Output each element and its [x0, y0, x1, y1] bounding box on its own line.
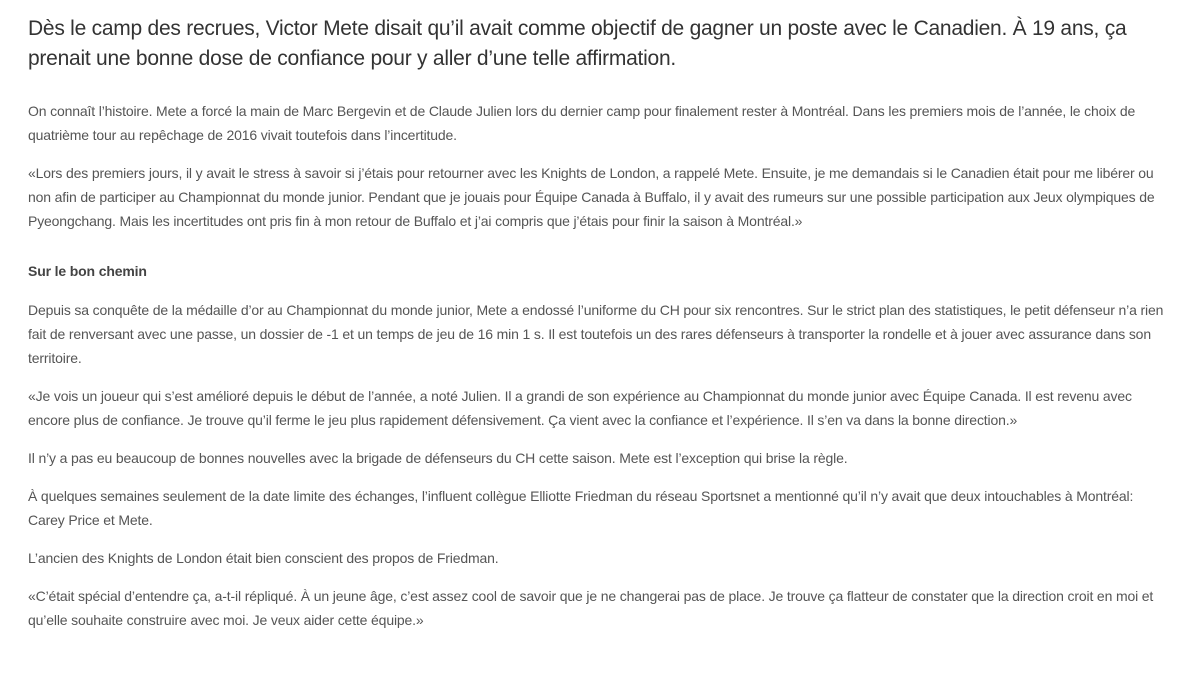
paragraph: L’ancien des Knights de London était bien conscient des propos de Friedman. — [28, 550, 499, 566]
section-subheading: Sur le bon chemin — [28, 263, 147, 279]
paragraph-quote: «C’était spécial d’entendre ça, a-t-il répliqué. À un jeune âge, c’est assez cool de savoir que je ne changerai pas de place. Je trouve ça flatteur de constater que la direction croit en moi et qu’elle souhaite construire avec moi. Je veux aider cette équipe.» — [28, 588, 1154, 628]
paragraph: On connaît l’histoire. Mete a forcé la main de Marc Bergevin et de Claude Julien lors du dernier camp pour finalement rester à Montréal. Dans les premiers mois de l’année, le choix de quatrième tour au repêchage de 2016 vivait toutefois dans l’incertitude. — [28, 103, 1136, 143]
paragraph: À quelques semaines seulement de la date limite des échanges, l’influent collègue Elliotte Friedman du réseau Sportsnet a mentionné qu’il n’y avait que deux intouchables à Montréal: Carey Price et Mete. — [28, 488, 1134, 528]
paragraph: Depuis sa conquête de la médaille d’or au Championnat du monde junior, Mete a endossé l’uniforme du CH pour six rencontres. Sur le strict plan des statistiques, le petit défenseur n’a rien fait de renversant avec une passe, un dossier de -1 et un temps de jeu de 16 min 1 s. Il est toutefois un des rares défenseurs à transporter la rondelle et à jouer avec assurance dans son territoire. — [28, 302, 1164, 366]
article-lead: Dès le camp des recrues, Victor Mete disait qu’il avait comme objectif de gagner un poste avec le Canadien. À 19 ans, ça prenait une bonne dose de confiance pour y aller d’une telle affirmation. — [28, 17, 1127, 70]
paragraph-quote: «Je vois un joueur qui s’est amélioré depuis le début de l’année, a noté Julien. Il a grandi de son expérience au Championnat du monde junior avec Équipe Canada. Il est revenu avec encore plus de confiance. Je trouve qu’il ferme le jeu plus rapidement défensivement. Ça vient avec la confiance et l’expérience. Il s’en va dans la bonne direction.» — [28, 388, 1132, 428]
paragraph: Il n’y a pas eu beaucoup de bonnes nouvelles avec la brigade de défenseurs du CH cette saison. Mete est l’exception qui brise la règle. — [28, 450, 848, 466]
paragraph-quote: «Lors des premiers jours, il y avait le stress à savoir si j’étais pour retourner avec les Knights de London, a rappelé Mete. Ensuite, je me demandais si le Canadien était pour me libérer ou non afin de participer au Championnat du monde junior. Pendant que je jouais pour Équipe Canada à Buffalo, il y avait des rumeurs sur une possible participation aux Jeux olympiques de Pyeongchang. Mais les incertitudes ont pris fin à mon retour de Buffalo et j’ai compris que j’étais pour finir la saison à Montréal.» — [28, 165, 1155, 229]
